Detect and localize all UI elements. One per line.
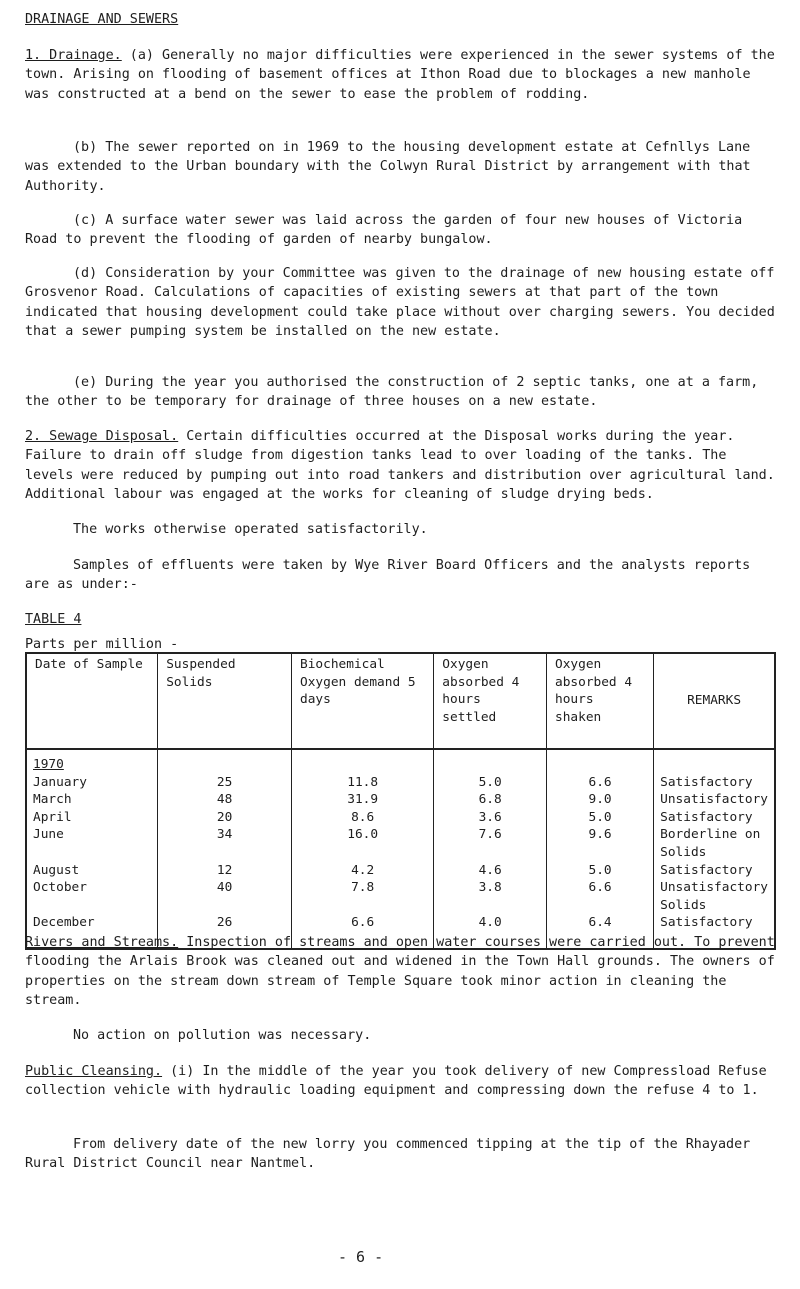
- settled-cell: 4.6: [434, 862, 547, 880]
- rivers-label: Rivers and Streams.: [25, 935, 179, 950]
- paragraph-e: (e) During the year you authorised the construction of 2 septic tanks, one at a farm, the other to be temporary for drainage of three houses on a new estate.: [25, 375, 759, 410]
- effluent-table: [25, 652, 776, 950]
- paragraph-d: (d) Consideration by your Committee was given to the drainage of new housing estate off Grosvenor Road. Calculations of capacities of existing sewers at that part of the town indicated that housing development could take place without over charging sewers. You decided that a sewer pumping system be installed on the new estate.: [25, 266, 775, 340]
- paragraph-b: (b) The sewer reported on in 1969 to the housing development estate at Cefnllys Lane was extended to the Urban boundary with the Colwyn Rural District by arrangement with that Authority.: [25, 140, 751, 194]
- rivers-text: Inspection of streams and open water courses were carried out. To prevent flooding the Arlais Brook was cleaned out and widened in the Town Hall grounds. The owners of properties on the stream down stream of Temple Square took minor action in cleaning the stream.: [25, 935, 775, 1009]
- header-remarks: REMARKS: [654, 653, 775, 749]
- bod-cell: 6.6: [292, 914, 434, 949]
- drainage-label: 1. Drainage.: [25, 48, 122, 63]
- table-label: TABLE 4: [25, 612, 82, 627]
- table-row: [26, 809, 775, 827]
- pollution-paragraph: No action on pollution was necessary.: [73, 1028, 372, 1043]
- header-oxygen-settled: Oxygen absorbed 4 hours settled: [434, 653, 547, 749]
- table-row: [26, 774, 775, 792]
- table-row: [26, 791, 775, 809]
- samples-paragraph: Samples of effluents were taken by Wye River Board Officers and the analysts reports are as under:-: [25, 558, 751, 593]
- settled-cell: 3.6: [434, 809, 547, 827]
- table-units: Parts per million -: [25, 637, 179, 652]
- month-cell: June: [26, 826, 158, 861]
- shaken-cell: 5.0: [547, 862, 654, 880]
- table-header-row: [26, 653, 775, 749]
- page-number: - 6 -: [338, 1248, 384, 1266]
- header-solids: Suspended Solids: [158, 653, 292, 749]
- section-heading: DRAINAGE AND SEWERS: [25, 12, 179, 27]
- drainage-paragraph: [25, 46, 777, 104]
- month-cell: April: [26, 809, 158, 827]
- table-row: [26, 862, 775, 880]
- delivery-paragraph: From delivery date of the new lorry you commenced tipping at the tip of the Rhayader Rural District Council near Nantmel.: [25, 1137, 751, 1172]
- bod-cell: 4.2: [292, 862, 434, 880]
- header-date: Date of Sample: [26, 653, 158, 749]
- month-cell: March: [26, 791, 158, 809]
- remarks-cell: Satisfactory: [654, 809, 775, 827]
- settled-cell: 5.0: [434, 774, 547, 792]
- solids-cell: 34: [158, 826, 292, 861]
- solids-cell: 26: [158, 914, 292, 949]
- solids-cell: 20: [158, 809, 292, 827]
- bod-cell: 8.6: [292, 809, 434, 827]
- shaken-cell: 6.6: [547, 774, 654, 792]
- settled-cell: 6.8: [434, 791, 547, 809]
- shaken-cell: 5.0: [547, 809, 654, 827]
- rivers-paragraph: [25, 933, 777, 1011]
- month-cell: October: [26, 879, 158, 914]
- works-paragraph: The works otherwise operated satisfactorily.: [73, 522, 428, 537]
- bod-cell: 16.0: [292, 826, 434, 861]
- cleansing-label: Public Cleansing.: [25, 1064, 163, 1079]
- bod-cell: 31.9: [292, 791, 434, 809]
- bod-cell: 7.8: [292, 879, 434, 914]
- table-row: [26, 879, 775, 914]
- solids-cell: 40: [158, 879, 292, 914]
- solids-cell: 12: [158, 862, 292, 880]
- table-row-year: [26, 749, 775, 774]
- cleansing-paragraph: [25, 1062, 777, 1101]
- remarks-cell: Unsatisfactory: [654, 791, 775, 809]
- drainage-text: (a) Generally no major difficulties were experienced in the sewer systems of the town. Arising on flooding of basement offices at Ithon Road due to blockages a new manhole was constructed at a bend on the sewer to ease the problem of rodding.: [25, 48, 775, 102]
- shaken-cell: 6.4: [547, 914, 654, 949]
- cleansing-text: (i) In the middle of the year you took delivery of new Compressload Refuse collection vehicle with hydraulic loading equipment and compressing down the refuse 4 to 1.: [25, 1064, 767, 1099]
- year-cell: 1970: [26, 749, 158, 774]
- settled-cell: 7.6: [434, 826, 547, 861]
- remarks-cell: Unsatisfactory Solids: [654, 879, 775, 914]
- solids-cell: 48: [158, 791, 292, 809]
- settled-cell: 4.0: [434, 914, 547, 949]
- header-bod: Biochemical Oxygen demand 5 days: [292, 653, 434, 749]
- shaken-cell: 6.6: [547, 879, 654, 914]
- remarks-cell: Satisfactory: [654, 862, 775, 880]
- paragraph-c: (c) A surface water sewer was laid across the garden of four new houses of Victoria Road to prevent the flooding of garden of nearby bungalow.: [25, 213, 743, 248]
- solids-cell: 25: [158, 774, 292, 792]
- month-cell: January: [26, 774, 158, 792]
- sewage-label: 2. Sewage Disposal.: [25, 429, 179, 444]
- table-row: [26, 826, 775, 861]
- sewage-text: Certain difficulties occurred at the Disposal works during the year. Failure to drain off sludge from digestion tanks lead to over loading of the tanks. The levels were reduced by pumping out into road tankers and distribution over agricultural land. Additional labour was engaged at the works for cleaning of sludge drying beds.: [25, 429, 775, 503]
- shaken-cell: 9.6: [547, 826, 654, 861]
- remarks-cell: Satisfactory: [654, 774, 775, 792]
- sewage-paragraph: [25, 427, 777, 505]
- bod-cell: 11.8: [292, 774, 434, 792]
- month-cell: December: [26, 914, 158, 949]
- remarks-cell: Satisfactory: [654, 914, 775, 949]
- month-cell: August: [26, 862, 158, 880]
- remarks-cell: Borderline on Solids: [654, 826, 775, 861]
- header-oxygen-shaken: Oxygen absorbed 4 hours shaken: [547, 653, 654, 749]
- settled-cell: 3.8: [434, 879, 547, 914]
- shaken-cell: 9.0: [547, 791, 654, 809]
